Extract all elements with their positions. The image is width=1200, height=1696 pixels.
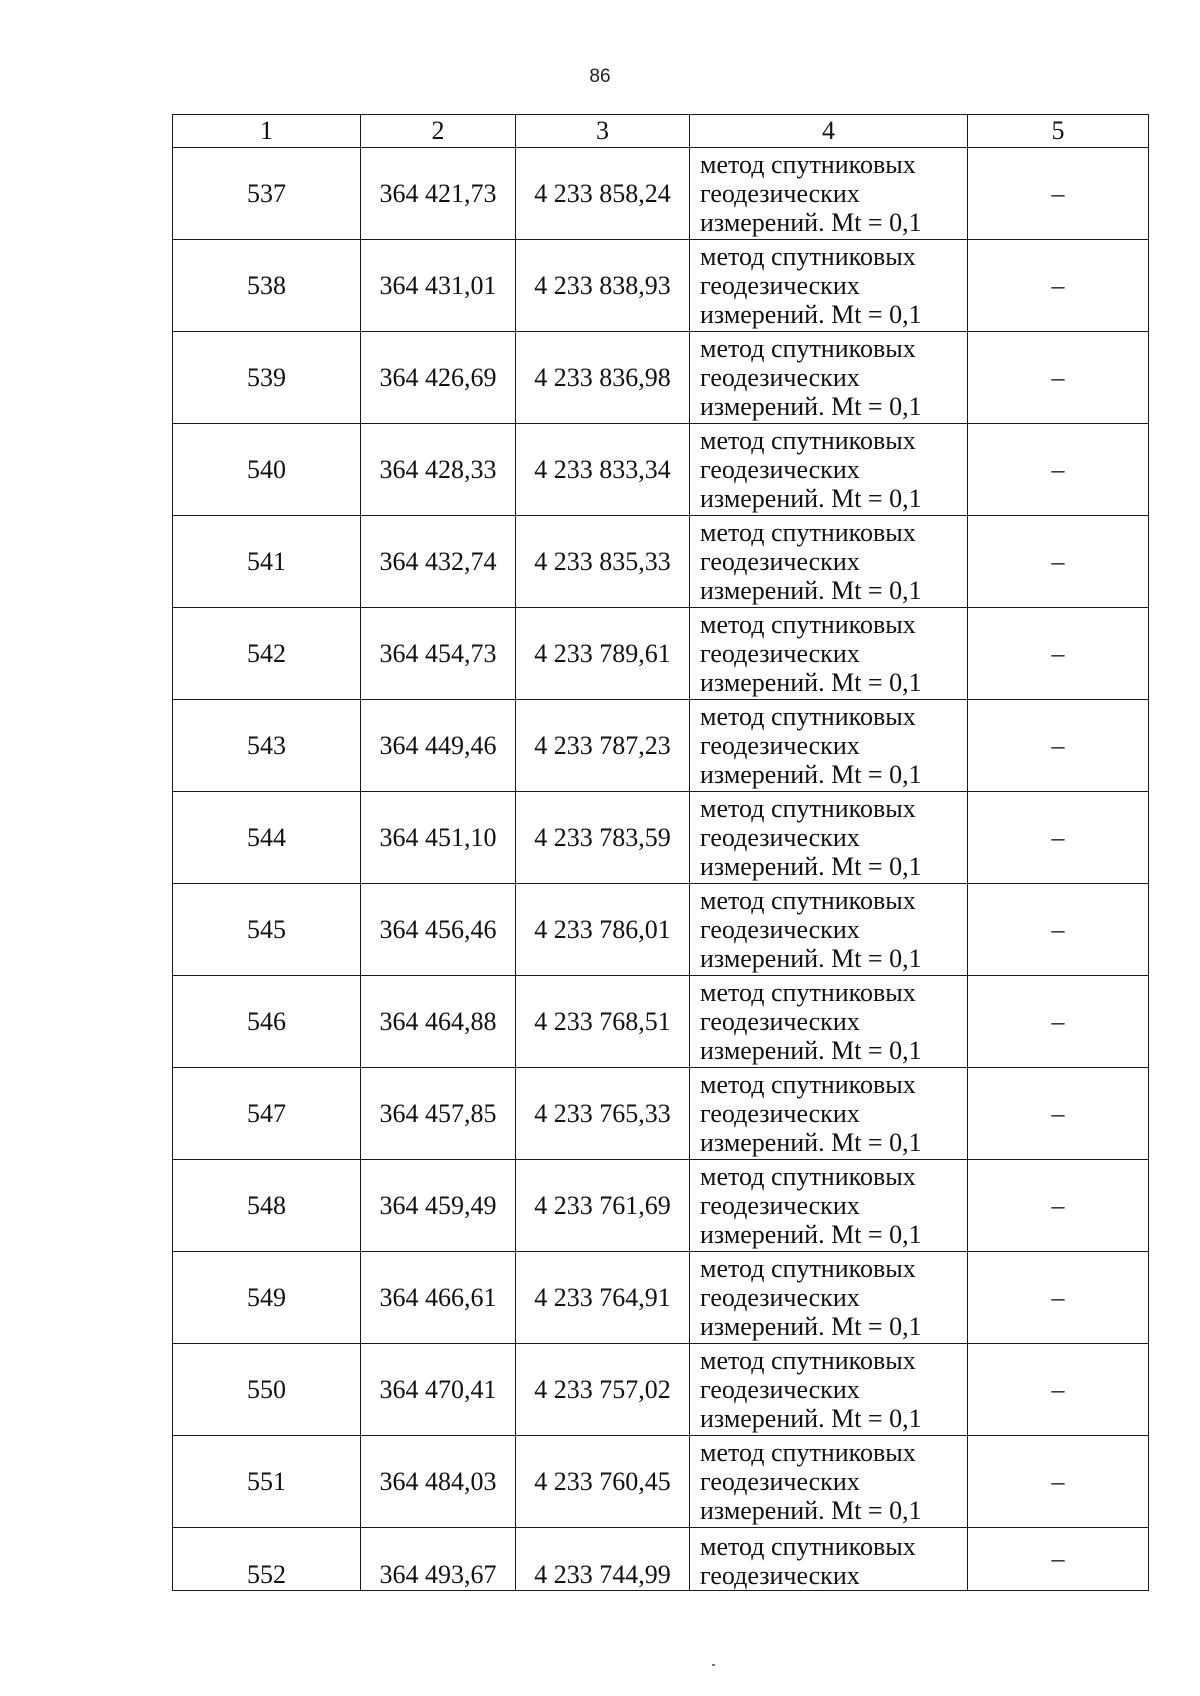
method-line-2: геодезических bbox=[700, 1283, 860, 1312]
col5-dash: – bbox=[968, 1436, 1149, 1528]
coord-y: 4 233 760,45 bbox=[516, 1436, 690, 1528]
point-number: 550 bbox=[173, 1344, 361, 1436]
method-line-3: измерений. Mt = 0,1 bbox=[700, 208, 922, 237]
method-cell bbox=[690, 1252, 968, 1344]
table-row bbox=[173, 792, 1149, 884]
header-col-5: 5 bbox=[968, 115, 1149, 148]
method-line-2: геодезических bbox=[700, 1191, 860, 1220]
table-row bbox=[173, 516, 1149, 608]
method-line-2: геодезических bbox=[700, 1375, 860, 1404]
method-cell bbox=[690, 1344, 968, 1436]
col5-dash: – bbox=[968, 1528, 1149, 1591]
coord-x: 364 464,88 bbox=[361, 976, 516, 1068]
coord-x: 364 431,01 bbox=[361, 240, 516, 332]
method-cell bbox=[690, 884, 968, 976]
col5-dash: – bbox=[968, 976, 1149, 1068]
table-row bbox=[173, 424, 1149, 516]
coord-x: 364 449,46 bbox=[361, 700, 516, 792]
table-row bbox=[173, 148, 1149, 240]
col5-dash: – bbox=[968, 148, 1149, 240]
col5-dash: – bbox=[968, 1344, 1149, 1436]
coordinates-table bbox=[172, 114, 1149, 1591]
coord-x: 364 466,61 bbox=[361, 1252, 516, 1344]
coord-x: 364 451,10 bbox=[361, 792, 516, 884]
method-line-1: метод спутниковых bbox=[700, 1532, 916, 1561]
col5-dash: – bbox=[968, 608, 1149, 700]
page-number: 86 bbox=[589, 66, 611, 87]
method-line-2: геодезических bbox=[700, 363, 860, 392]
point-number: 545 bbox=[173, 884, 361, 976]
coord-y: 4 233 789,61 bbox=[516, 608, 690, 700]
method-cell bbox=[690, 1068, 968, 1160]
coord-x: 364 484,03 bbox=[361, 1436, 516, 1528]
method-cell bbox=[690, 1436, 968, 1528]
col5-dash: – bbox=[968, 424, 1149, 516]
coord-y: 4 233 768,51 bbox=[516, 976, 690, 1068]
method-line-2: геодезических bbox=[700, 639, 860, 668]
method-line-2: геодезических bbox=[700, 271, 860, 300]
point-number: 543 bbox=[173, 700, 361, 792]
method-cell bbox=[690, 1160, 968, 1252]
point-number: 551 bbox=[173, 1436, 361, 1528]
scan-speck bbox=[712, 1664, 715, 1666]
table-row bbox=[173, 1160, 1149, 1252]
method-line-2: геодезических bbox=[700, 1561, 860, 1590]
method-line-1: метод спутниковых bbox=[700, 610, 916, 639]
method-line-3: измерений. Mt = 0,1 bbox=[700, 300, 922, 329]
header-col-1: 1 bbox=[173, 115, 361, 148]
header-col-3: 3 bbox=[516, 115, 690, 148]
method-line-3: измерений. Mt = 0,1 bbox=[700, 1128, 922, 1157]
method-cell bbox=[690, 1528, 968, 1591]
method-line-2: геодезических bbox=[700, 547, 860, 576]
method-line-1: метод спутниковых bbox=[700, 886, 916, 915]
table-row bbox=[173, 1344, 1149, 1436]
table-row bbox=[173, 884, 1149, 976]
method-line-2: геодезических bbox=[700, 1467, 860, 1496]
coord-x: 364 456,46 bbox=[361, 884, 516, 976]
coord-y: 4 233 783,59 bbox=[516, 792, 690, 884]
method-line-1: метод спутниковых bbox=[700, 518, 916, 547]
point-number: 540 bbox=[173, 424, 361, 516]
method-line-1: метод спутниковых bbox=[700, 334, 916, 363]
col5-dash: – bbox=[968, 884, 1149, 976]
method-line-2: геодезических bbox=[700, 179, 860, 208]
col5-dash: – bbox=[968, 1252, 1149, 1344]
method-line-3: измерений. Mt = 0,1 bbox=[700, 1404, 922, 1433]
method-line-3: измерений. Mt = 0,1 bbox=[700, 760, 922, 789]
method-line-2: геодезических bbox=[700, 1099, 860, 1128]
method-line-1: метод спутниковых bbox=[700, 1346, 916, 1375]
table-header-row bbox=[173, 115, 1149, 148]
coord-x: 364 426,69 bbox=[361, 332, 516, 424]
method-cell bbox=[690, 976, 968, 1068]
method-line-1: метод спутниковых bbox=[700, 426, 916, 455]
method-cell bbox=[690, 792, 968, 884]
point-number: 539 bbox=[173, 332, 361, 424]
method-cell bbox=[690, 700, 968, 792]
col5-dash: – bbox=[968, 332, 1149, 424]
table-row bbox=[173, 332, 1149, 424]
coord-x: 364 454,73 bbox=[361, 608, 516, 700]
col5-dash: – bbox=[968, 700, 1149, 792]
method-line-1: метод спутниковых bbox=[700, 978, 916, 1007]
method-cell bbox=[690, 240, 968, 332]
coord-x: 364 457,85 bbox=[361, 1068, 516, 1160]
method-line-1: метод спутниковых bbox=[700, 242, 916, 271]
coord-y: 4 233 833,34 bbox=[516, 424, 690, 516]
table-row bbox=[173, 700, 1149, 792]
method-line-2: геодезических bbox=[700, 823, 860, 852]
method-cell bbox=[690, 148, 968, 240]
coord-x: 364 432,74 bbox=[361, 516, 516, 608]
point-number: 548 bbox=[173, 1160, 361, 1252]
method-line-2: геодезических bbox=[700, 455, 860, 484]
point-number: 552 bbox=[173, 1528, 361, 1591]
coord-y: 4 233 836,98 bbox=[516, 332, 690, 424]
col5-dash: – bbox=[968, 792, 1149, 884]
coord-y: 4 233 787,23 bbox=[516, 700, 690, 792]
method-line-3: измерений. Mt = 0,1 bbox=[700, 668, 922, 697]
method-line-3: измерений. Mt = 0,1 bbox=[700, 852, 922, 881]
method-cell bbox=[690, 332, 968, 424]
method-line-1: метод спутниковых bbox=[700, 1070, 916, 1099]
method-line-3: измерений. Mt = 0,1 bbox=[700, 1496, 922, 1525]
table-row bbox=[173, 1436, 1149, 1528]
method-line-1: метод спутниковых bbox=[700, 1254, 916, 1283]
coord-y: 4 233 744,99 bbox=[516, 1528, 690, 1591]
table-row bbox=[173, 1068, 1149, 1160]
point-number: 538 bbox=[173, 240, 361, 332]
col5-dash: – bbox=[968, 1068, 1149, 1160]
point-number: 544 bbox=[173, 792, 361, 884]
coord-x: 364 470,41 bbox=[361, 1344, 516, 1436]
coord-y: 4 233 761,69 bbox=[516, 1160, 690, 1252]
method-line-2: геодезических bbox=[700, 915, 860, 944]
coord-y: 4 233 757,02 bbox=[516, 1344, 690, 1436]
header-col-4: 4 bbox=[690, 115, 968, 148]
method-cell bbox=[690, 424, 968, 516]
method-line-3: измерений. Mt = 0,1 bbox=[700, 576, 922, 605]
coord-y: 4 233 786,01 bbox=[516, 884, 690, 976]
method-cell bbox=[690, 608, 968, 700]
table-row bbox=[173, 976, 1149, 1068]
header-col-2: 2 bbox=[361, 115, 516, 148]
point-number: 546 bbox=[173, 976, 361, 1068]
col5-dash: – bbox=[968, 1160, 1149, 1252]
table-row bbox=[173, 1528, 1149, 1591]
coord-x: 364 421,73 bbox=[361, 148, 516, 240]
coord-x: 364 493,67 bbox=[361, 1528, 516, 1591]
method-cell bbox=[690, 516, 968, 608]
table-row bbox=[173, 608, 1149, 700]
coord-y: 4 233 764,91 bbox=[516, 1252, 690, 1344]
method-line-1: метод спутниковых bbox=[700, 794, 916, 823]
method-line-1: метод спутниковых bbox=[700, 150, 916, 179]
method-line-2: геодезических bbox=[700, 731, 860, 760]
table-row bbox=[173, 1252, 1149, 1344]
method-line-1: метод спутниковых bbox=[700, 1162, 916, 1191]
method-line-3: измерений. Mt = 0,1 bbox=[700, 1036, 922, 1065]
coord-y: 4 233 765,33 bbox=[516, 1068, 690, 1160]
point-number: 542 bbox=[173, 608, 361, 700]
method-line-2: геодезических bbox=[700, 1007, 860, 1036]
coord-y: 4 233 858,24 bbox=[516, 148, 690, 240]
method-line-1: метод спутниковых bbox=[700, 702, 916, 731]
method-line-3: измерений. Mt = 0,1 bbox=[700, 484, 922, 513]
point-number: 549 bbox=[173, 1252, 361, 1344]
col5-dash: – bbox=[968, 516, 1149, 608]
point-number: 537 bbox=[173, 148, 361, 240]
method-line-3: измерений. Mt = 0,1 bbox=[700, 392, 922, 421]
point-number: 541 bbox=[173, 516, 361, 608]
method-line-3: измерений. Mt = 0,1 bbox=[700, 944, 922, 973]
coord-x: 364 459,49 bbox=[361, 1160, 516, 1252]
coord-x: 364 428,33 bbox=[361, 424, 516, 516]
method-line-1: метод спутниковых bbox=[700, 1438, 916, 1467]
coord-y: 4 233 838,93 bbox=[516, 240, 690, 332]
col5-dash: – bbox=[968, 240, 1149, 332]
table-row bbox=[173, 240, 1149, 332]
method-line-3: измерений. Mt = 0,1 bbox=[700, 1220, 922, 1249]
method-line-3: измерений. Mt = 0,1 bbox=[700, 1312, 922, 1341]
point-number: 547 bbox=[173, 1068, 361, 1160]
coord-y: 4 233 835,33 bbox=[516, 516, 690, 608]
